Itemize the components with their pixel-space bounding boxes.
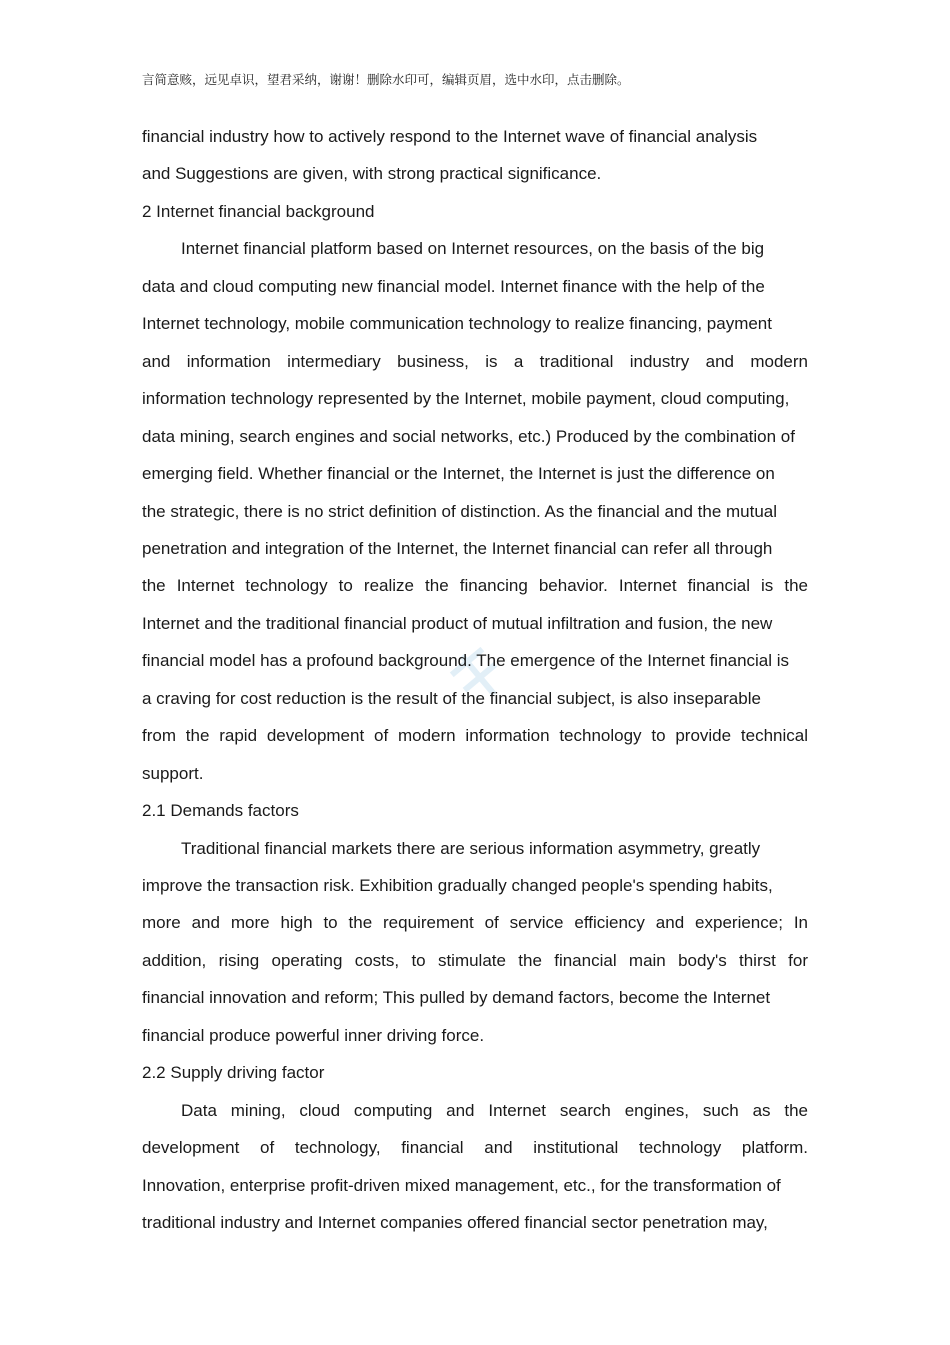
- page-header: 言简意赅，远见卓识，望君采纳，谢谢！删除水印可，编辑页眉，选中水印，点击删除。: [142, 72, 630, 87]
- text-line: more and more high to the requirement of service efficiency and experience; In: [142, 913, 808, 933]
- text-line: the strategic, there is no strict definition of distinction. As the financial and the mutual: [142, 501, 778, 521]
- text-line: development of technology, financial and institutional technology platform.: [142, 1138, 808, 1158]
- section-heading: 2.1 Demands factors: [142, 801, 299, 821]
- text-line: financial produce powerful inner driving force.: [142, 1025, 485, 1045]
- text-line: financial model has a profound background. The emergence of the Internet financial is: [142, 651, 790, 671]
- text-line: and Suggestions are given, with strong practical significance.: [142, 164, 602, 184]
- text-line: data mining, search engines and social networks, etc.) Produced by the combination of: [142, 426, 795, 446]
- section-heading: 2 Internet financial background: [142, 201, 375, 221]
- text-line: the Internet technology to realize the financing behavior. Internet financial is the: [142, 576, 808, 596]
- text-line: Data mining, cloud computing and Internet search engines, such as the: [181, 1100, 808, 1120]
- text-line: from the rapid development of modern information technology to provide technical: [142, 726, 808, 746]
- text-line: support.: [142, 763, 204, 783]
- text-line: Internet and the traditional financial product of mutual infiltration and fusion, the new: [142, 613, 773, 633]
- text-line: Internet financial platform based on Internet resources, on the basis of the big: [181, 239, 765, 259]
- text-line: traditional industry and Internet companies offered financial sector penetration may,: [142, 1213, 768, 1233]
- text-line: penetration and integration of the Internet, the Internet financial can refer all through: [142, 538, 773, 558]
- text-line: addition, rising operating costs, to stimulate the financial main body's thirst for: [142, 950, 808, 970]
- text-line: emerging field. Whether financial or the Internet, the Internet is just the difference on: [142, 464, 775, 484]
- text-line: a craving for cost reduction is the result of the financial subject, is also inseparable: [142, 688, 761, 708]
- text-line: data and cloud computing new financial model. Internet finance with the help of the: [142, 276, 765, 296]
- section-heading: 2.2 Supply driving factor: [142, 1063, 325, 1083]
- text-line: improve the transaction risk. Exhibition gradually changed people's spending habits,: [142, 876, 773, 895]
- text-line: financial industry how to actively respond to the Internet wave of financial analysis: [142, 127, 758, 146]
- text-line: information technology represented by the Internet, mobile payment, cloud computing,: [142, 389, 790, 409]
- text-line: Internet technology, mobile communication technology to realize financing, payment: [142, 314, 772, 334]
- text-line: and information intermediary business, is a traditional industry and modern: [142, 351, 808, 371]
- text-line: Innovation, enterprise profit-driven mixed management, etc., for the transformation of: [142, 1175, 781, 1195]
- text-line: Traditional financial markets there are serious information asymmetry, greatly: [181, 838, 761, 858]
- text-line: financial innovation and reform; This pulled by demand factors, become the Internet: [142, 988, 771, 1008]
